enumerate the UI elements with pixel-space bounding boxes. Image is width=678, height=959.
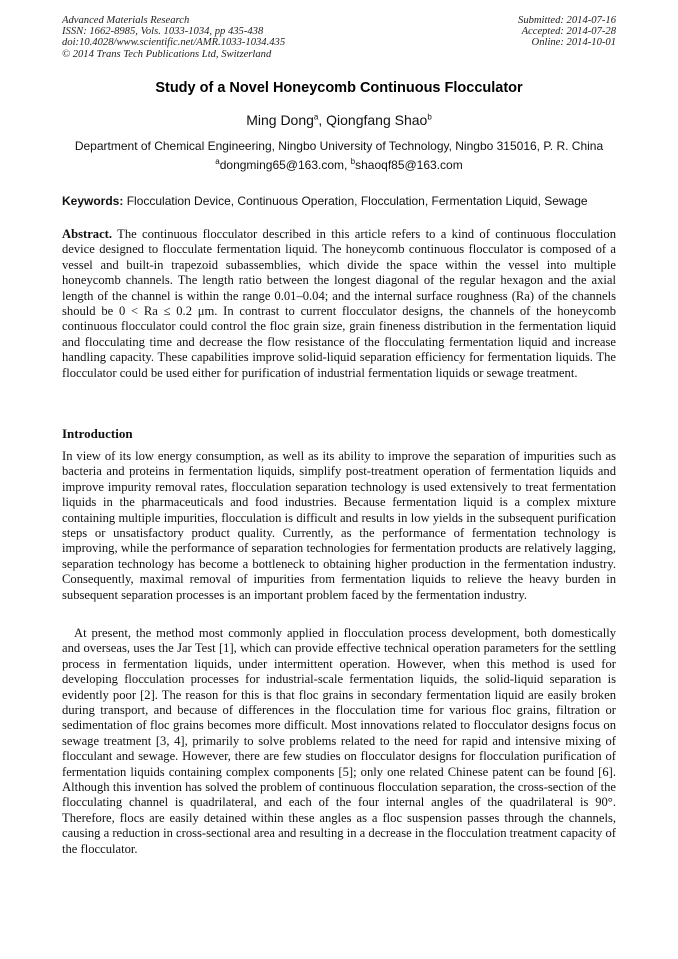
author-1-superscript: a: [313, 112, 319, 122]
copyright-line: © 2014 Trans Tech Publications Ltd, Switzerland: [62, 48, 272, 60]
keywords-label: Keywords:: [62, 194, 124, 208]
abstract-text: The continuous flocculator described in this article refers to a kind of continuous flocculation device designed to flocculate fermentation liquid. The honeycomb continuous flocculator is composed of a vessel and built-in trapezoid subassemblies, which divide the space within the vessel into multiple honeycomb channels. The length ratio between the longest diagonal of the regular hexagon and the axial length of the channel is within the range 0.01–0.04; and the internal surface roughness (Ra) of the channels should be 0 < Ra ≤ 0.2 μm. In contrast to current flocculator designs, the channels of the honeycomb continuous flocculator could control the floc grain size, grain fineness distribution in the fermentation liquid and flocculating time and decrease the flow resistance of the flocculating fermentation liquid and increase handling capacity. These capabilities improve solid-liquid separation efficiency for fermentation liquids. The flocculator could be used either for purification of industrial fermentation liquids or sewage treatment.: [62, 227, 616, 380]
author-1: Ming Dong: [246, 112, 314, 128]
email-2-superscript: b: [350, 157, 356, 166]
online-date: Online: 2014-10-01: [531, 37, 616, 49]
submitted-date: Submitted: 2014-07-16: [518, 15, 616, 26]
email-2: shaoqf85@163.com: [355, 158, 463, 172]
author-separator: ,: [318, 112, 327, 128]
author-2: Qiongfang Shao: [326, 112, 428, 128]
introduction-paragraph-1: In view of its low energy consumption, as well as its ability to improve the separation of impurities such as bacteria and proteins in fermentation liquids, simplify post-treatment operation of fermentation liquids and improve impurity removal rates, flocculation separation technology is used extensively to treat fermentation liquids in the pharmaceuticals and food industries. Because fermentation liquid is a complex mixture containing multiple impurities, flocculation is difficult and results in low yields in the subsequent purification steps or unsatisfactory product quality. Currently, as the performance of fermentation technology is improving, while the performance of separation technologies for fermentation products are relatively lagging, separation technology has become a bottleneck to obtaining higher production in the fermentation industry. Consequently, maximal removal of impurities from fermentation liquids to relieve the heavy burden in subsequent separation processes is an important problem faced by the fermentation industry.: [62, 449, 616, 602]
introduction-paragraph-2: At present, the method most commonly applied in flocculation process development, both domestically and overseas, uses the Jar Test [1], which can provide effective technical operation parameters for the settling process in fermentation liquids, under intermittent operation. However, when this method is used for developing flocculation processes for industrial-scale fermentation liquids, the solid-liquid separation is evidently poor [2]. The reason for this is that floc grains in secondary fermentation liquid are easily broken during transport, and because of differences in the flocculation time for various floc grains, filtration or sedimentation of floc grains becomes more difficult. Most innovations related to flocculator designs focus on sewage treatment [3, 4], primarily to solve problems related to the need for rapid and intensive mixing of flocculant and sewage. However, there are few studies on flocculator designs for flocculation purification of fermentation liquids containing complex components [5]; only one related Chinese patent can be found [6]. Although this invention has solved the problem of continuous flocculation separation, the cross-section of the flocculating channel is quadrilateral, and each of the four internal angles of the quadrilateral is 90°. Therefore, flocs are easily detained within these angles as a floc suspension passes through the channels, causing a reduction in cross-sectional area and resulting in a decrease in the flocculation treatment capacity of the flocculator.: [62, 626, 616, 856]
introduction-heading: Introduction: [62, 426, 133, 441]
issn-line: ISSN: 1662-8985, Vols. 1033-1034, pp 435-438: [62, 26, 264, 38]
keywords-line: [62, 194, 622, 208]
abstract-paragraph: [62, 227, 616, 381]
email-1: dongming65@163.com,: [219, 158, 351, 172]
email-1-superscript: a: [215, 157, 220, 166]
journal-header-right: [518, 15, 616, 49]
accepted-date: Accepted: 2014-07-28: [521, 26, 616, 38]
doi-line: doi:10.4028/www.scientific.net/AMR.1033-1034.435: [62, 37, 286, 49]
email-line: [0, 158, 678, 172]
affiliation: Department of Chemical Engineering, Ningbo University of Technology, Ningbo 315016, P. R. China: [74, 139, 604, 153]
author-line: [0, 112, 678, 128]
abstract-label: Abstract.: [62, 227, 113, 241]
journal-name: Advanced Materials Research: [62, 15, 190, 26]
paper-title: Study of a Novel Honeycomb Continuous Flocculator: [155, 80, 523, 96]
journal-header-left: [62, 15, 285, 60]
keywords-text: Flocculation Device, Continuous Operation, Flocculation, Fermentation Liquid, Sewage: [123, 194, 588, 208]
author-2-superscript: b: [427, 112, 432, 122]
